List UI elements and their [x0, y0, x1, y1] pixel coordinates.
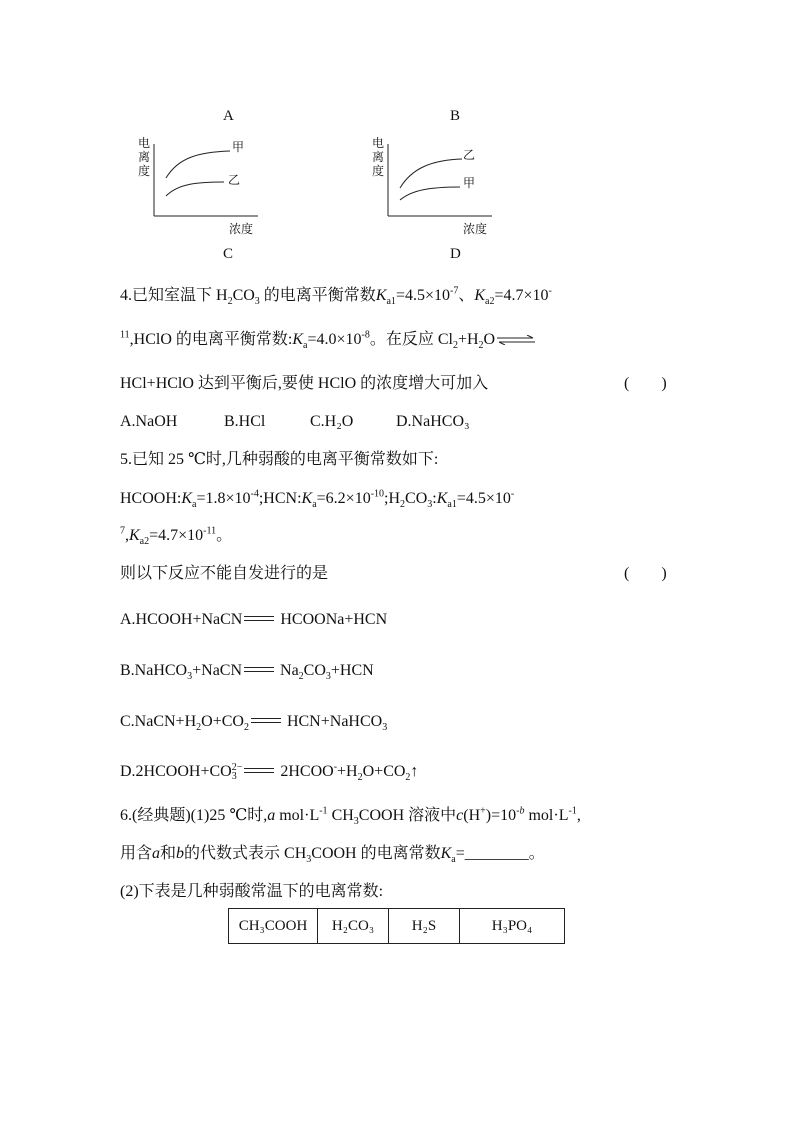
q4-line-3: HCl+HClO 达到平衡后,要使 HClO 的浓度增大可加入 [120, 375, 489, 392]
graph-c-lower-label: 乙 [228, 173, 241, 187]
figure-label-b: B [450, 108, 461, 124]
q5-option-d: D.2HCOOH+CO 2− 3 $2HCOO^-+H_2O+CO_2↑$ [120, 761, 419, 784]
graph-d-curve-lower [400, 187, 460, 200]
q5-option-c: $C.NaCN+H_2O+CO_2$ HCN+NaHCO$_3$ [120, 713, 388, 734]
graph-d-lower-label: 甲 [463, 176, 476, 190]
graph-d-upper-label: 乙 [463, 148, 476, 162]
graph-c-y-label: 电离度 [138, 136, 151, 178]
graph-c [138, 136, 268, 236]
graph-c-curve-upper [166, 151, 230, 178]
q5-line-2: $HCOOH:K_a=1.8\times 10^{-4};HCN:K_a=6.2\times 10^{-10};H_2CO_3:K_{a1}=4.5\times 10^-$ [120, 488, 515, 511]
equals-sign-icon [244, 616, 274, 624]
equals-sign-icon [244, 667, 274, 675]
equals-sign-icon [251, 718, 281, 726]
q4-option-a: A.NaOH [120, 413, 178, 430]
figure-label-c: C [223, 246, 234, 262]
figure-label-d: D [450, 246, 461, 262]
q4-line-2: $^{11}$,HClO 的电离平衡常数$:K_a=4.0\times 10^{-8}$。在反应 $Cl_2+H_2O$ [120, 330, 537, 350]
graph-c-upper-label: 甲 [232, 140, 245, 154]
acid-constants-table [228, 908, 565, 944]
q5-option-a: A.HCOOH+NaCN HCOONa+HCN [120, 611, 388, 628]
q5-line-3: $^7,K_{a2}=4.7\times 10^{-11}$。 [120, 525, 233, 548]
graph-c-curve-lower [166, 182, 224, 196]
q4-option-d: D.NaHCO₃ [396, 413, 470, 430]
q6-line-1: 6.(经典题)(1)25 ℃时,a $mol\cdot L^{-1}$ $CH_3COOH$ 溶液中$c(H^+)=10^{-b}$ $mol\cdot L^{-1}$, [120, 805, 581, 828]
q6-line-2: 用含a和b的代数式表示 $CH_3COOH$ 的电离常数$K_a=\_\_\_\_\_\_\_\_$。 [120, 845, 545, 866]
table-header-cell: H₃PO₄ [460, 909, 565, 944]
graph-d-y-label: 电离度 [372, 136, 385, 178]
table-row [229, 909, 565, 944]
q4-answer-paren: ( ) [624, 375, 667, 392]
graph-d [372, 136, 502, 236]
figure-label-a: A [223, 108, 234, 124]
equals-sign-icon [244, 768, 274, 776]
table-header-cell: H₂S [389, 909, 460, 944]
q5-line-1: 5.已知 25 ℃时,几种弱酸的电离平衡常数如下: [120, 451, 439, 468]
q5-answer-paren: ( ) [624, 565, 667, 582]
reversible-arrow-icon [495, 335, 537, 345]
graph-d-curve-upper [400, 159, 462, 188]
q5-line-4: 则以下反应不能自发进行的是 [120, 565, 329, 582]
q4-option-c: C.H₂O [310, 413, 354, 430]
q5-option-b: B.NaHCO$_3$+NaCN $Na_2CO_3+HCN$ [120, 662, 374, 683]
q4-option-b: B.HCl [224, 413, 266, 430]
q4-line-1: 4.已知室温下 $H_2CO_3$ 的电离平衡常数$K_{a1}=4.5\times 10^{-7}$、$K_{a2}=4.7\times 10^-$ [120, 285, 552, 308]
graph-d-x-label: 浓度 [463, 222, 488, 236]
graph-c-x-label: 浓度 [229, 222, 254, 236]
q6-part-2: (2)下表是几种弱酸常温下的电离常数: [120, 883, 384, 900]
table-header-cell: CH₃COOH [229, 909, 318, 944]
table-header-cell: H₂CO₃ [318, 909, 389, 944]
